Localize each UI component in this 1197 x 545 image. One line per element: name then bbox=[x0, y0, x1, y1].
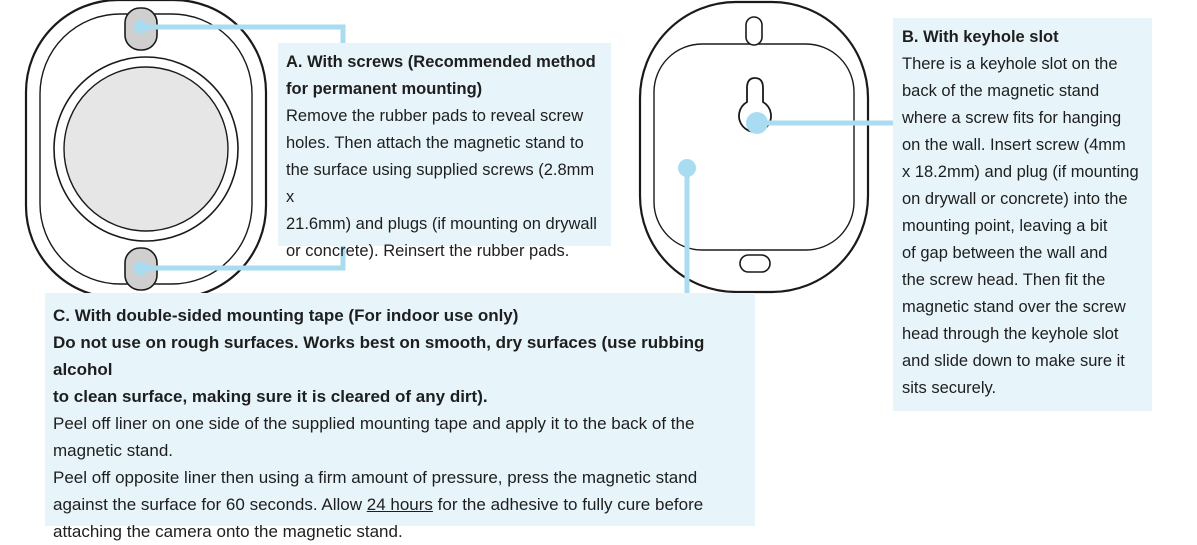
top-slot bbox=[746, 17, 762, 45]
stand-back-illustration bbox=[640, 2, 868, 292]
callout-a-title-line2: for permanent mounting) bbox=[286, 80, 483, 98]
callout-a-body-line: holes. Then attach the magnetic stand to bbox=[286, 134, 584, 152]
callout-c-title: C. With double-sided mounting tape (For indoor use only) bbox=[53, 306, 519, 325]
callout-c-warning-line2: to clean surface, making sure it is cleared of any dirt). bbox=[53, 387, 488, 406]
callout-a-title-line1: A. With screws (Recommended method bbox=[286, 53, 596, 71]
callout-b-title: B. With keyhole slot bbox=[902, 28, 1059, 46]
callout-b-body-line: x 18.2mm) and plug (if mounting bbox=[902, 163, 1139, 181]
callout-c-tape bbox=[45, 293, 755, 541]
callout-b-body-line: on drywall or concrete) into the bbox=[902, 190, 1128, 208]
callout-c-step1-line1: Peel off liner on one side of the supplied mounting tape and apply it to the back of the bbox=[53, 414, 695, 433]
callout-b-body-line: on the wall. Insert screw (4mm bbox=[902, 136, 1126, 154]
callout-a-body-line: 21.6mm) and plugs (if mounting on drywall bbox=[286, 215, 597, 233]
callout-c-step2-line2 bbox=[53, 491, 747, 518]
callout-c-step1-line2: magnetic stand. bbox=[53, 441, 174, 460]
callout-b-body-line: back of the magnetic stand bbox=[902, 82, 1100, 100]
callout-c-step2-prefix: against the surface for 60 seconds. Allow bbox=[53, 495, 367, 514]
leader-dot-keyhole bbox=[746, 112, 768, 134]
callout-b-body-line: and slide down to make sure it bbox=[902, 352, 1125, 370]
leader-dot-back-surface bbox=[678, 159, 696, 177]
callout-b-body-line: There is a keyhole slot on the bbox=[902, 55, 1118, 73]
callout-a-body-line: the surface using supplied screws (2.8mm x bbox=[286, 161, 595, 206]
leader-dot-bottom bbox=[134, 261, 148, 275]
callout-b-body-line: the screw head. Then fit the bbox=[902, 271, 1106, 289]
cure-time-underlined: 24 hours bbox=[366, 495, 433, 514]
callout-b-body-line: mounting point, leaving a bit bbox=[902, 217, 1108, 235]
callout-b-body-line: where a screw fits for hanging bbox=[902, 109, 1122, 127]
callout-b-keyhole bbox=[893, 18, 1152, 411]
callout-a-body-line: or concrete). Reinsert the rubber pads. bbox=[286, 242, 570, 260]
callout-c-step2-suffix: for the adhesive to fully cure before bbox=[432, 495, 704, 514]
callout-c-step2-line1: Peel off opposite liner then using a firm amount of pressure, press the magnetic stand bbox=[53, 468, 698, 487]
callout-b-body-line: of gap between the wall and bbox=[902, 244, 1108, 262]
bottom-slot bbox=[740, 255, 770, 272]
callout-b-body-line: magnetic stand over the screw bbox=[902, 298, 1126, 316]
callout-a-body-line: Remove the rubber pads to reveal screw bbox=[286, 107, 584, 125]
callout-a-screws bbox=[278, 43, 611, 260]
callout-b-body-line: sits securely. bbox=[902, 379, 997, 397]
callout-b-body-line: head through the keyhole slot bbox=[902, 325, 1119, 343]
stand-front-illustration bbox=[26, 0, 266, 298]
callout-c-warning-line1: Do not use on rough surfaces. Works best on smooth, dry surfaces (use rubbing alcohol bbox=[53, 333, 705, 379]
callout-c-step2-line3: attaching the camera onto the magnetic stand. bbox=[53, 522, 403, 541]
leader-dot-top bbox=[134, 20, 148, 34]
